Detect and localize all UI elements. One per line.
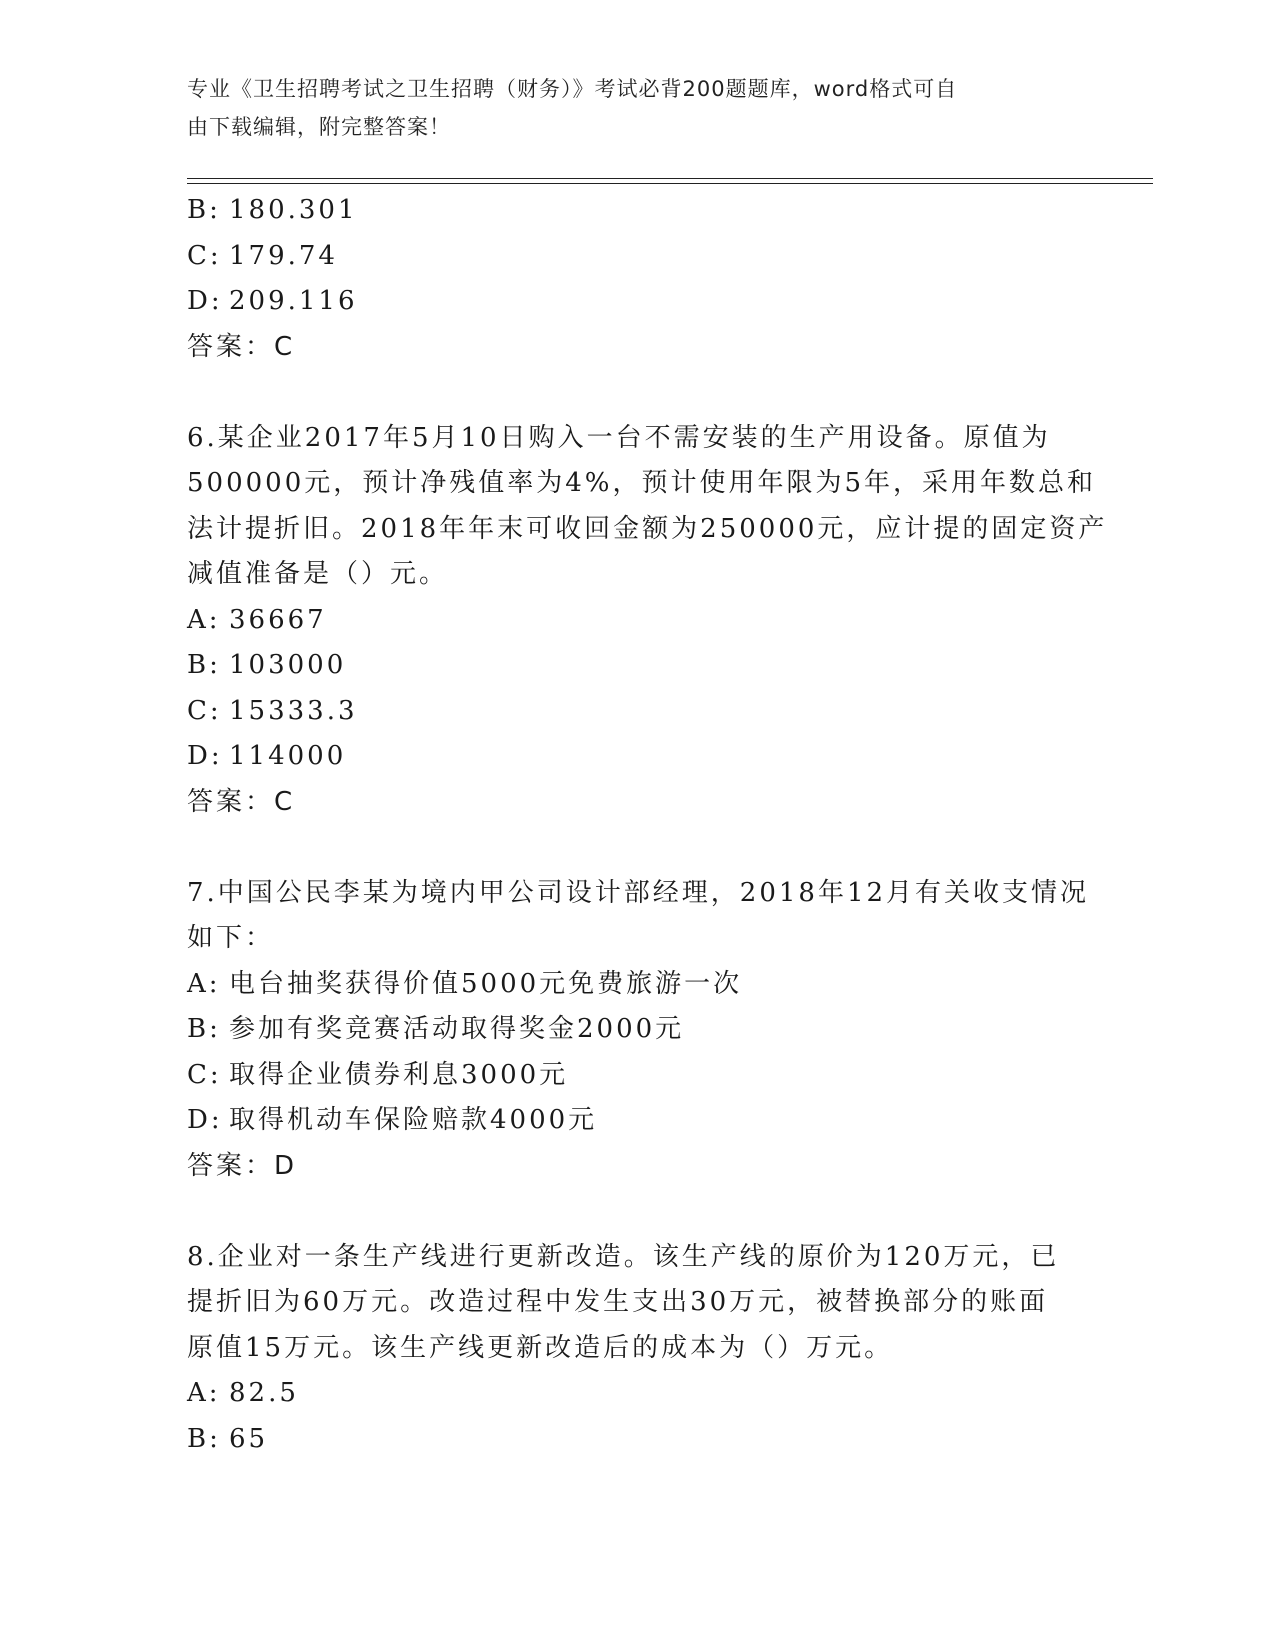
option-c [187, 1053, 1087, 1099]
option-d [187, 279, 1087, 325]
option-a [187, 1371, 1087, 1417]
option-c [187, 234, 1087, 280]
option-c [187, 689, 1087, 735]
answer: 答案：C [187, 786, 296, 817]
option-b [187, 643, 1087, 689]
option-letter: D: [187, 286, 223, 316]
option-text: 103000 [229, 650, 347, 680]
question-6 [187, 416, 1108, 826]
question-stem-line: 法计提折旧。2018年年末可收回金额为250000元，应计提的固定资产 [187, 513, 1108, 544]
question-stem-line: 8.企业对一条生产线进行更新改造。该生产线的原价为120万元，已 [187, 1241, 1060, 1272]
option-text: 114000 [229, 741, 347, 771]
option-d [187, 734, 1087, 780]
question-stem-line: 原值15万元。该生产线更新改造后的成本为（）万元。 [187, 1332, 894, 1363]
option-text: 取得企业债券利息3000元 [229, 1059, 569, 1090]
header-rule-bottom [187, 183, 1153, 184]
question-7 [187, 871, 1090, 1190]
option-letter: B: [187, 1423, 221, 1454]
option-letter: B: [187, 650, 221, 680]
option-text: 209.116 [229, 286, 358, 316]
question-stem-line: 减值准备是（）元。 [187, 559, 449, 589]
option-text: 36667 [229, 604, 327, 635]
question-5-tail [187, 188, 1087, 370]
question-stem-line: 6.某企业2017年5月10日购入一台不需安装的生产用设备。原值为 [187, 422, 1051, 453]
option-text: 179.74 [229, 240, 338, 271]
option-letter: D: [187, 1105, 223, 1135]
option-letter: D: [187, 741, 223, 771]
option-b [187, 188, 1087, 234]
option-text: 65 [229, 1423, 269, 1454]
document-header [187, 70, 1067, 146]
option-letter: A: [187, 604, 221, 635]
option-letter: C: [187, 1059, 222, 1090]
option-letter: B: [187, 195, 221, 225]
question-stem-line: 如下： [187, 923, 275, 953]
option-text: 180.301 [229, 195, 358, 225]
option-text: 参加有奖竞赛活动取得奖金2000元 [229, 1014, 685, 1044]
question-stem-line: 500000元，预计净残值率为4%，预计使用年限为5年，采用年数总和 [187, 468, 1097, 498]
option-text: 82.5 [229, 1378, 299, 1408]
option-letter: C: [187, 240, 222, 271]
header-line-1: 专业《卫生招聘考试之卫生招聘（财务）》考试必背200题题库，word格式可自 [187, 77, 958, 101]
option-b [187, 1007, 1087, 1053]
document-body [187, 188, 1108, 1462]
option-text: 电台抽奖获得价值5000元免费旅游一次 [229, 968, 743, 999]
option-a [187, 962, 1087, 1008]
question-stem-line: 提折旧为60万元。改造过程中发生支出30万元，被替换部分的账面 [187, 1287, 1049, 1317]
option-a [187, 598, 1087, 644]
option-text: 15333.3 [229, 695, 358, 726]
question-stem-line: 7.中国公民李某为境内甲公司设计部经理，2018年12月有关收支情况 [187, 877, 1090, 908]
option-text: 取得机动车保险赔款4000元 [229, 1105, 598, 1135]
option-b [187, 1417, 1087, 1463]
option-letter: C: [187, 695, 222, 726]
option-letter: A: [187, 1378, 221, 1408]
option-d [187, 1098, 1087, 1144]
question-8 [187, 1235, 1087, 1463]
header-rule-top [187, 178, 1153, 179]
answer: 答案：C [187, 331, 296, 362]
option-letter: B: [187, 1014, 221, 1044]
answer: 答案：D [187, 1150, 298, 1181]
option-letter: A: [187, 968, 221, 999]
header-line-2: 由下载编辑，附完整答案！ [187, 115, 451, 139]
